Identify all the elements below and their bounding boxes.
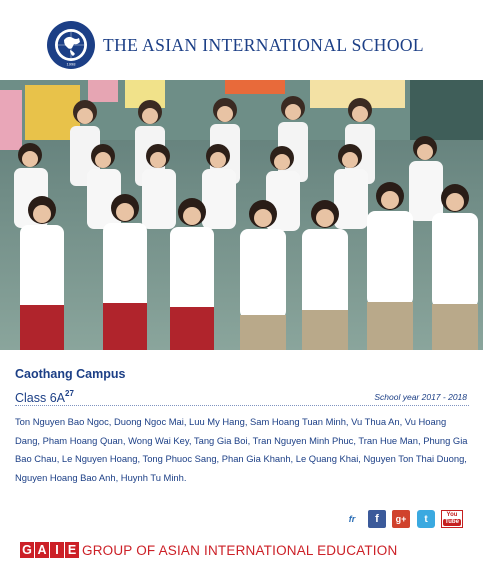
footer-group-name: GROUP OF ASIAN INTERNATIONAL EDUCATION — [82, 542, 398, 558]
school-name: THE ASIAN INTERNATIONAL SCHOOL — [103, 35, 424, 55]
youtube-top-label: You — [446, 512, 458, 518]
header — [0, 0, 483, 80]
group-photo-icon — [0, 80, 483, 350]
fr-icon[interactable]: fr — [343, 510, 361, 528]
footer-letter-e: E — [65, 542, 79, 558]
class-label: Class 6A — [15, 391, 66, 405]
footer — [20, 542, 397, 558]
twitter-icon[interactable]: t — [417, 510, 435, 528]
school-logo — [46, 20, 96, 70]
facebook-icon[interactable]: f — [368, 510, 386, 528]
footer-letter-g: G — [20, 542, 34, 558]
footer-letter-a: A — [35, 542, 49, 558]
divider — [15, 405, 469, 406]
youtube-icon[interactable] — [441, 510, 463, 528]
googleplus-icon[interactable]: g+ — [392, 510, 410, 528]
student-list: Ton Nguyen Bao Ngoc, Duong Ngoc Mai, Luu My Hang, Sam Hoang Tuan Minh, Vu Thua An, Vu Hoang Dang, Pham Hoang Quan, Wong Wai Key, Tang Gia Boi, Tran Nguyen Minh Phuc, Tran Hue Man, Phung Gia Bao Chau, Le Nguyen Hoang, Tong Phuoc Sang, Phan Gia Khanh, Le Quang Khai, Nguyen Ton Thai Duong, Nguyen Hoang Bao Anh, Huynh Tu Minh. — [15, 416, 468, 483]
campus-name: Caothang Campus — [15, 367, 126, 381]
youtube-bottom-label: Tube — [445, 519, 459, 525]
class-count: 27 — [65, 389, 74, 398]
school-year: School year 2017 - 2018 — [374, 392, 467, 402]
footer-letter-i: I — [50, 542, 64, 558]
class-name — [15, 389, 74, 405]
svg-text:1998: 1998 — [66, 61, 76, 67]
class-photo — [0, 80, 483, 350]
